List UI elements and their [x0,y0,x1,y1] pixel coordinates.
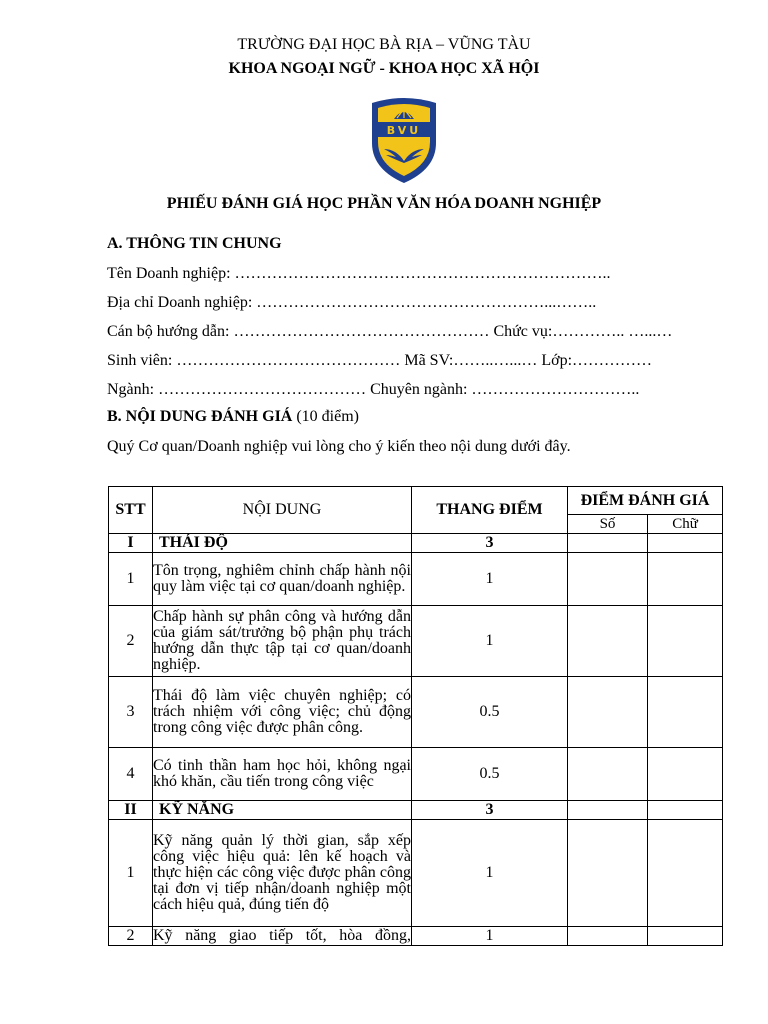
score-words-cell[interactable] [648,553,723,606]
table-row: 1 Kỹ năng quản lý thời gian, sắp xếp công việc hiệu quả: lên kế hoạch và thực hiện các công việc được phân công tại đơn vị tiếp nhận/doanh nghiệp một cách hiệu quả, đúng tiến độ 1 [109,820,723,927]
score-number-cell[interactable] [568,606,648,677]
score-words-cell[interactable] [648,927,723,946]
faculty-name: KHOA NGOẠI NGỮ - KHOA HỌC XÃ HỘI [228,60,540,77]
score-number-cell[interactable] [568,677,648,748]
score-words-cell[interactable] [648,677,723,748]
section-a-heading: A. THÔNG TIN CHUNG [107,235,282,252]
supervisor-field: Cán bộ hướng dẫn: ………………………………………… Chức vụ:………….. …...… [107,323,673,340]
score-words-cell[interactable] [648,748,723,801]
header-number: Số [568,515,648,534]
table-row: 2 Chấp hành sự phân công và hướng dẫn của giám sát/trưởng bộ phận phụ trách hướng dẫn thực tập tại cơ quan/doanh nghiệp. 1 [109,606,723,677]
header-content: NỘI DUNG [153,487,412,534]
company-address-field: Địa chỉ Doanh nghiệp: ………………………………………………...…….. [107,294,597,311]
score-number-cell[interactable] [568,820,648,927]
evaluation-table [108,486,723,946]
section-row-attitude: I THÁI ĐỘ 3 [109,534,723,553]
table-row: 2 Kỹ năng giao tiếp tốt, hòa đồng, 1 [109,927,723,946]
section-b-heading [107,408,359,426]
score-words-cell[interactable] [648,801,723,820]
section-b-intro: Quý Cơ quan/Doanh nghiệp vui lòng cho ý kiến theo nội dung dưới đây. [107,438,571,455]
company-name-field: Tên Doanh nghiệp: …………………………………………………………….. [107,265,611,282]
score-words-cell[interactable] [648,820,723,927]
section-b-title: B. NỘI DUNG ĐÁNH GIÁ [107,408,293,425]
svg-text:BVU: BVU [386,124,422,137]
header-scale: THANG ĐIỂM [412,487,568,534]
section-b-points: (10 điểm) [296,408,359,425]
student-field: Sinh viên: …………………………………… Mã SV:……..…...… Lớp:…………… [107,352,653,369]
header-words: Chữ [648,515,723,534]
table-row: 4 Có tinh thần ham học hỏi, không ngại khó khăn, cầu tiến trong công việc 0.5 [109,748,723,801]
header-evaluation: ĐIỂM ĐÁNH GIÁ [568,487,723,515]
section-row-skills: II KỸ NĂNG 3 [109,801,723,820]
score-number-cell[interactable] [568,801,648,820]
score-words-cell[interactable] [648,606,723,677]
university-name: TRƯỜNG ĐẠI HỌC BÀ RỊA – VŨNG TÀU [237,36,531,53]
major-field: Ngành: ………………………………… Chuyên ngành: ………………………….. [107,381,640,398]
bvu-logo [366,95,442,185]
table-row: 3 Thái độ làm việc chuyên nghiệp; có trách nhiệm với công việc; chủ động trong công việc được phân công. 0.5 [109,677,723,748]
shield-logo-icon [366,95,442,185]
score-number-cell[interactable] [568,534,648,553]
form-title: PHIẾU ĐÁNH GIÁ HỌC PHẦN VĂN HÓA DOANH NGHIỆP [166,195,602,212]
score-number-cell[interactable] [568,748,648,801]
table-row: 1 Tôn trọng, nghiêm chỉnh chấp hành nội quy làm việc tại cơ quan/doanh nghiệp. 1 [109,553,723,606]
score-number-cell[interactable] [568,927,648,946]
score-words-cell[interactable] [648,534,723,553]
score-number-cell[interactable] [568,553,648,606]
header-stt: STT [109,487,153,534]
